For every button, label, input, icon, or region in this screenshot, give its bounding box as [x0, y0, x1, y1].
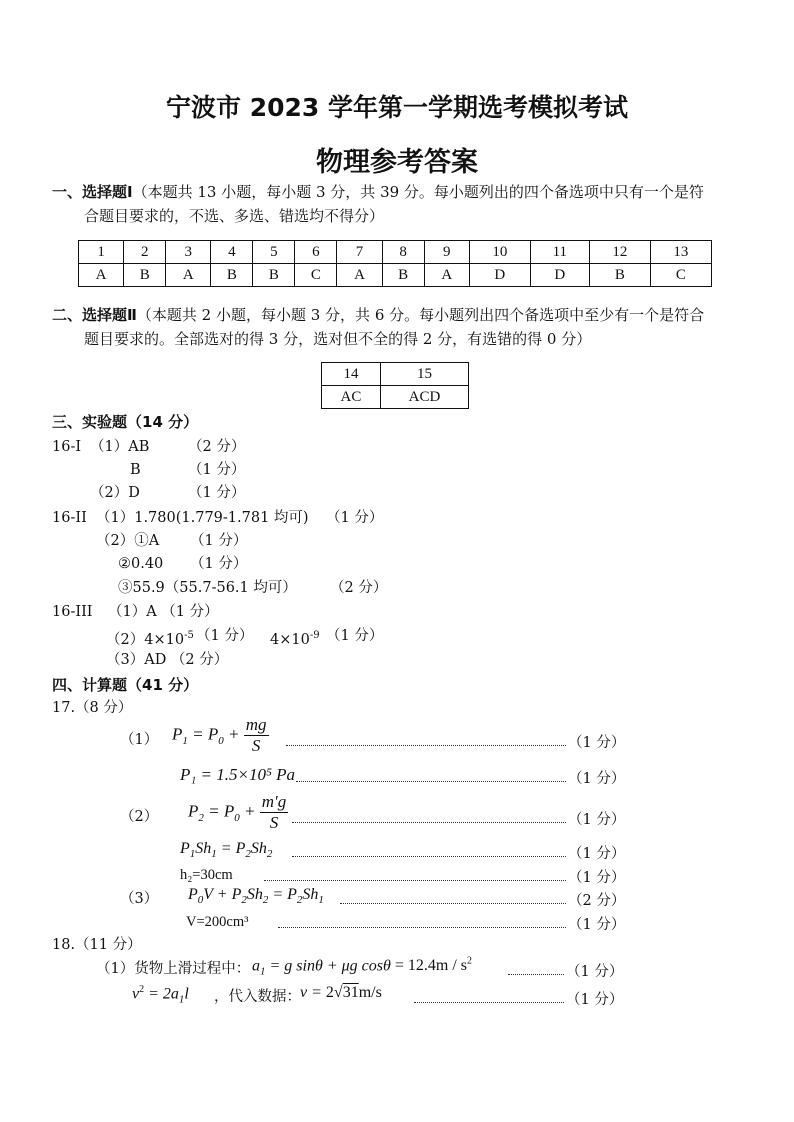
exp-16-2-part1: （1）1.780(1.779-1.781 均可)	[96, 510, 309, 526]
section1-desc-1: （本题共 13 小题，每小题 3 分，共 39 分。每小题列出的四个备选项中只有一个是符	[132, 183, 704, 201]
exp-16-1-part2-points: （1 分）	[188, 485, 246, 501]
q17-formula-2b: $P_1Sh_1 = P_2Sh_2$	[180, 840, 273, 861]
q18-part2-text: ，代入数据：	[214, 989, 301, 1005]
table-cell: 2	[124, 241, 166, 264]
q18-part1-points: （1 分）	[566, 964, 624, 980]
table-cell: D	[530, 264, 589, 287]
section1-heading-line	[52, 180, 704, 204]
table-cell: ACD	[380, 386, 468, 409]
q17-part2-points: （1 分）	[568, 812, 626, 828]
q18-formula-2a: $v^2 = 2a_1l$	[132, 984, 189, 1006]
table-cell: 10	[469, 241, 530, 264]
q17-formula-1: $P_1 = P_0$ + $\frac{mg}{S}$	[172, 715, 267, 755]
section2-desc-2: 题目要求的。全部选对的得 3 分，选对但不全的得 2 分，有选错的得 0 分）	[84, 330, 592, 348]
exp-16-3-part2-exponent: -5	[184, 630, 194, 641]
q17-part3b-points: （1 分）	[568, 917, 626, 933]
table-cell: 12	[589, 241, 650, 264]
exp-16-2-part2a-points: （1 分）	[190, 533, 248, 549]
q17-part1-label: （1）	[120, 732, 159, 748]
table-cell: 6	[295, 241, 337, 264]
exp-16-1-part1b: B	[130, 462, 141, 478]
table-cell: A	[337, 264, 382, 287]
table-cell: 9	[424, 241, 469, 264]
section1-answer-table	[78, 240, 712, 287]
table-row	[322, 386, 469, 409]
table-cell: B	[253, 264, 295, 287]
exp-16-2-part2a: （2）①A	[96, 533, 160, 549]
exp-16-3-part2	[106, 625, 194, 651]
leader-dots	[340, 903, 566, 904]
table-cell: 11	[530, 241, 589, 264]
q17-part1b-points: （1 分）	[568, 771, 626, 787]
section2-heading-line	[52, 303, 704, 327]
q17-formula-3: $P_0V + P_2Sh_2 = P_2Sh_1$	[188, 886, 324, 907]
page-subtitle: 物理参考答案	[316, 147, 478, 178]
q17-part2c-points: （1 分）	[568, 870, 626, 886]
leader-dots	[264, 880, 566, 881]
q17-part2-label: （2）	[120, 809, 159, 825]
exp-16-1-part2: （2）D	[90, 485, 140, 501]
q18-part1-text: （1）货物上滑过程中：	[96, 961, 251, 977]
q18-label: 18.（11 分）	[52, 937, 142, 953]
table-cell: AC	[322, 386, 381, 409]
exp-16-1-label: 16-I	[52, 439, 82, 455]
exp-16-3-part2b-exponent: -9	[309, 630, 320, 641]
section2-desc-1: （本题共 2 小题，每小题 3 分，共 6 分。每小题列出四个备选项中至少有一个是符合	[136, 306, 705, 324]
exp-16-2-part2b: ②0.40	[118, 556, 164, 572]
q17-part3-label: （3）	[120, 891, 159, 907]
q17-formula-1b: P₁ = 1.5×10⁵ Pa	[180, 765, 296, 784]
exp-16-3-part2b	[270, 625, 320, 651]
exp-16-3-part2b-value: 4×10	[270, 631, 310, 648]
table-cell: A	[424, 264, 469, 287]
exp-16-2-part2c-points: （2 分）	[330, 580, 388, 596]
exp-16-3-part2-value: （2）4×10	[106, 631, 185, 648]
q18-formula-1: $a_1 = g$ sinθ + μg $\cos\theta = 12.4m / s^2$	[252, 956, 472, 978]
exp-16-1-part1b-points: （1 分）	[188, 462, 246, 478]
leader-dots	[286, 745, 566, 746]
q18-part2-points: （1 分）	[566, 992, 624, 1008]
table-cell: 15	[380, 363, 468, 386]
exp-16-2-part2b-points: （1 分）	[190, 556, 248, 572]
table-cell: B	[589, 264, 650, 287]
section1-desc-2: 合题目要求的，不选、多选、错选均不得分）	[84, 207, 385, 225]
table-row	[79, 241, 712, 264]
table-cell: 13	[650, 241, 711, 264]
table-cell: 1	[79, 241, 124, 264]
exp-16-3-part3: （3）AD （2 分）	[106, 652, 229, 668]
table-cell: 5	[253, 241, 295, 264]
exp-16-1-part1-points: （2 分）	[188, 439, 246, 455]
q17-formula-2c: h₂=30cm	[180, 867, 233, 883]
leader-dots	[292, 856, 566, 857]
section4-heading: 四、计算题（41 分）	[52, 676, 199, 694]
q17-part2b-points: （1 分）	[568, 846, 626, 862]
table-cell: C	[295, 264, 337, 287]
section2-answer-table	[321, 362, 469, 409]
leader-dots	[292, 822, 566, 823]
exp-16-1-part1: （1）AB	[90, 439, 150, 455]
table-cell: 14	[322, 363, 381, 386]
q17-formula-2: $P_2 = P_0$ + $\frac{m'g}{S}$	[188, 792, 287, 832]
table-cell: B	[382, 264, 424, 287]
table-cell: D	[469, 264, 530, 287]
table-cell: B	[211, 264, 253, 287]
table-cell: B	[124, 264, 166, 287]
exp-16-2-part1-points: （1 分）	[326, 510, 384, 526]
q17-label: 17.（8 分）	[52, 700, 133, 716]
section1-heading: 一、选择题Ⅰ	[52, 183, 133, 201]
leader-dots	[508, 974, 564, 975]
page-title: 宁波市 2023 学年第一学期选考模拟考试	[166, 93, 628, 122]
table-cell: 4	[211, 241, 253, 264]
q17-formula-3b: V=200cm³	[186, 914, 249, 930]
table-row	[79, 264, 712, 287]
table-cell: A	[166, 264, 211, 287]
q17-part3-points: （2 分）	[568, 893, 626, 909]
table-cell: 7	[337, 241, 382, 264]
leader-dots	[414, 1002, 564, 1003]
table-cell: 3	[166, 241, 211, 264]
table-cell: A	[79, 264, 124, 287]
section3-heading: 三、实验题（14 分）	[52, 413, 199, 431]
exp-16-2-part2c: ③55.9（55.7-56.1 均可）	[118, 580, 297, 596]
leader-dots	[296, 781, 566, 782]
table-cell: 8	[382, 241, 424, 264]
table-row	[322, 363, 469, 386]
q18-formula-2b: v = 2√31m/s	[300, 984, 382, 1001]
exp-16-3-label: 16-III	[52, 604, 93, 620]
exp-16-3-part2-points: （1 分）	[196, 628, 254, 644]
table-cell: C	[650, 264, 711, 287]
exp-16-2-label: 16-II	[52, 510, 87, 526]
q17-part1-points: （1 分）	[568, 735, 626, 751]
exp-16-3-part2b-points: （1 分）	[326, 628, 384, 644]
section2-heading: 二、选择题Ⅱ	[52, 306, 137, 324]
leader-dots	[278, 927, 566, 928]
exp-16-3-part1: （1）A （1 分）	[108, 604, 219, 620]
